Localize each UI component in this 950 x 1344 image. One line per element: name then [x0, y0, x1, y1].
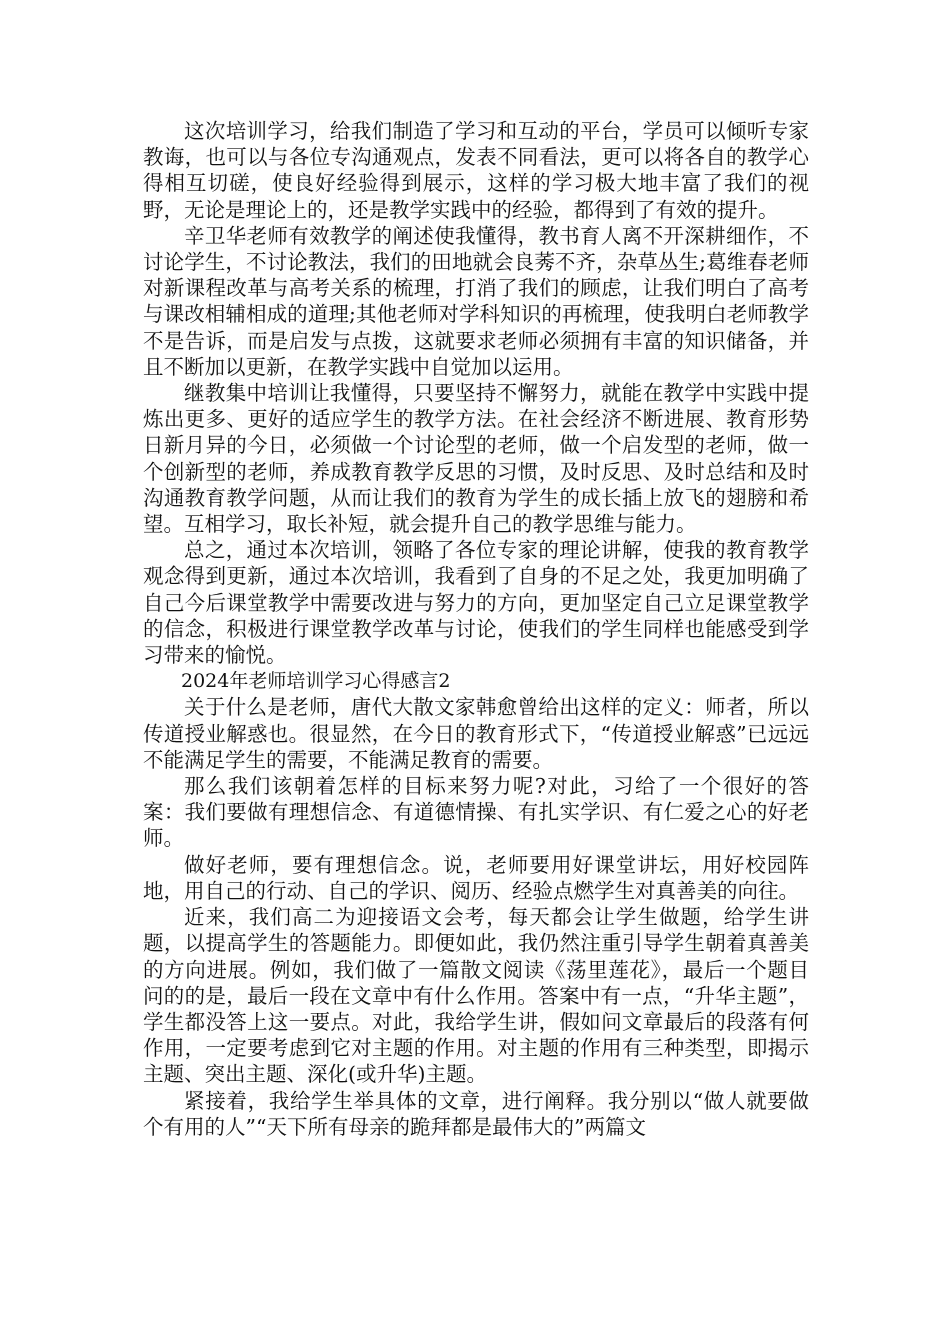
paragraph-9: 紧接着，我给学生举具体的文章，进行阐释。我分别以“做人就要做个有用的人”“天下所有母亲的跪拜都是最伟大的”两篇文 [143, 1088, 809, 1139]
paragraph-3: 继教集中培训让我懂得，只要坚持不懈努力，就能在教学中实践中提炼出更多、更好的适应学生的教学方法。在社会经济不断进展、教育形势日新月异的今日，必须做一个讨论型的老师，做一个启发型的老师，做一个创新型的老师，养成教育教学反思的习惯，及时反思、及时总结和及时沟通教育教学问题，从而让我们的教育为学生的成长插上放飞的翅膀和希望。互相学习，取长补短，就会提升自己的教学思维与能力。 [143, 381, 809, 537]
paragraph-6: 那么我们该朝着怎样的目标来努力呢?对此，习给了一个很好的答案：我们要做有理想信念、有道德情操、有扎实学识、有仁爱之心的好老师。 [143, 774, 809, 851]
document-page [143, 118, 809, 1140]
paragraph-7: 做好老师，要有理想信念。说，老师要用好课堂讲坛，用好校园阵地，用自己的行动、自己的学识、阅历、经验点燃学生对真善美的向往。 [143, 852, 809, 903]
paragraph-8: 近来，我们高二为迎接语文会考，每天都会让学生做题，给学生讲题，以提高学生的答题能力。即便如此，我仍然注重引导学生朝着真善美的方向进展。例如，我们做了一篇散文阅读《荡里莲花》，最后一个题目问的的是，最后一段在文章中有什么作用。答案中有一点，“升华主题”，学生都没答上这一要点。对此，我给学生讲，假如问文章最后的段落有何作用，一定要考虑到它对主题的作用。对主题的作用有三种类型，即揭示主题、突出主题、深化(或升华)主题。 [143, 905, 809, 1087]
paragraph-1: 这次培训学习，给我们制造了学习和互动的平台，学员可以倾听专家教诲，也可以与各位专沟通观点，发表不同看法，更可以将各自的教学心得相互切磋，使良好经验得到展示，这样的学习极大地丰富了我们的视野，无论是理论上的，还是教学实践中的经验，都得到了有效的提升。 [143, 119, 809, 222]
paragraph-4: 总之，通过本次培训，领略了各位专家的理论讲解，使我的教育教学观念得到更新，通过本次培训，我看到了自身的不足之处，我更加明确了自己今后课堂教学中需要改进与努力的方向，更加坚定自己立足课堂教学的信念，积极进行课堂教学改革与讨论，使我们的学生同样也能感受到学习带来的愉悦。 [143, 538, 809, 668]
paragraph-2: 辛卫华老师有效教学的阐述使我懂得，教书育人离不开深耕细作，不讨论学生，不讨论教法，我们的田地就会良莠不齐，杂草丛生;葛维春老师对新课程改革与高考关系的梳理，打消了我们的顾虑，让我们明白了高考与课改相辅相成的道理;其他老师对学科知识的再梳理，使我明白老师教学不是告诉，而是启发与点拨，这就要求老师必须拥有丰富的知识储备，并且不断加以更新，在教学实践中自觉加以运用。 [143, 223, 809, 379]
paragraph-5: 关于什么是老师，唐代大散文家韩愈曾给出这样的定义：师者，所以传道授业解惑也。很显然，在今日的教育形式下，“传道授业解惑”已远远不能满足学生的需要，不能满足教育的需要。 [143, 695, 809, 772]
section-heading: 2024年老师培训学习心得感言2 [181, 670, 451, 693]
